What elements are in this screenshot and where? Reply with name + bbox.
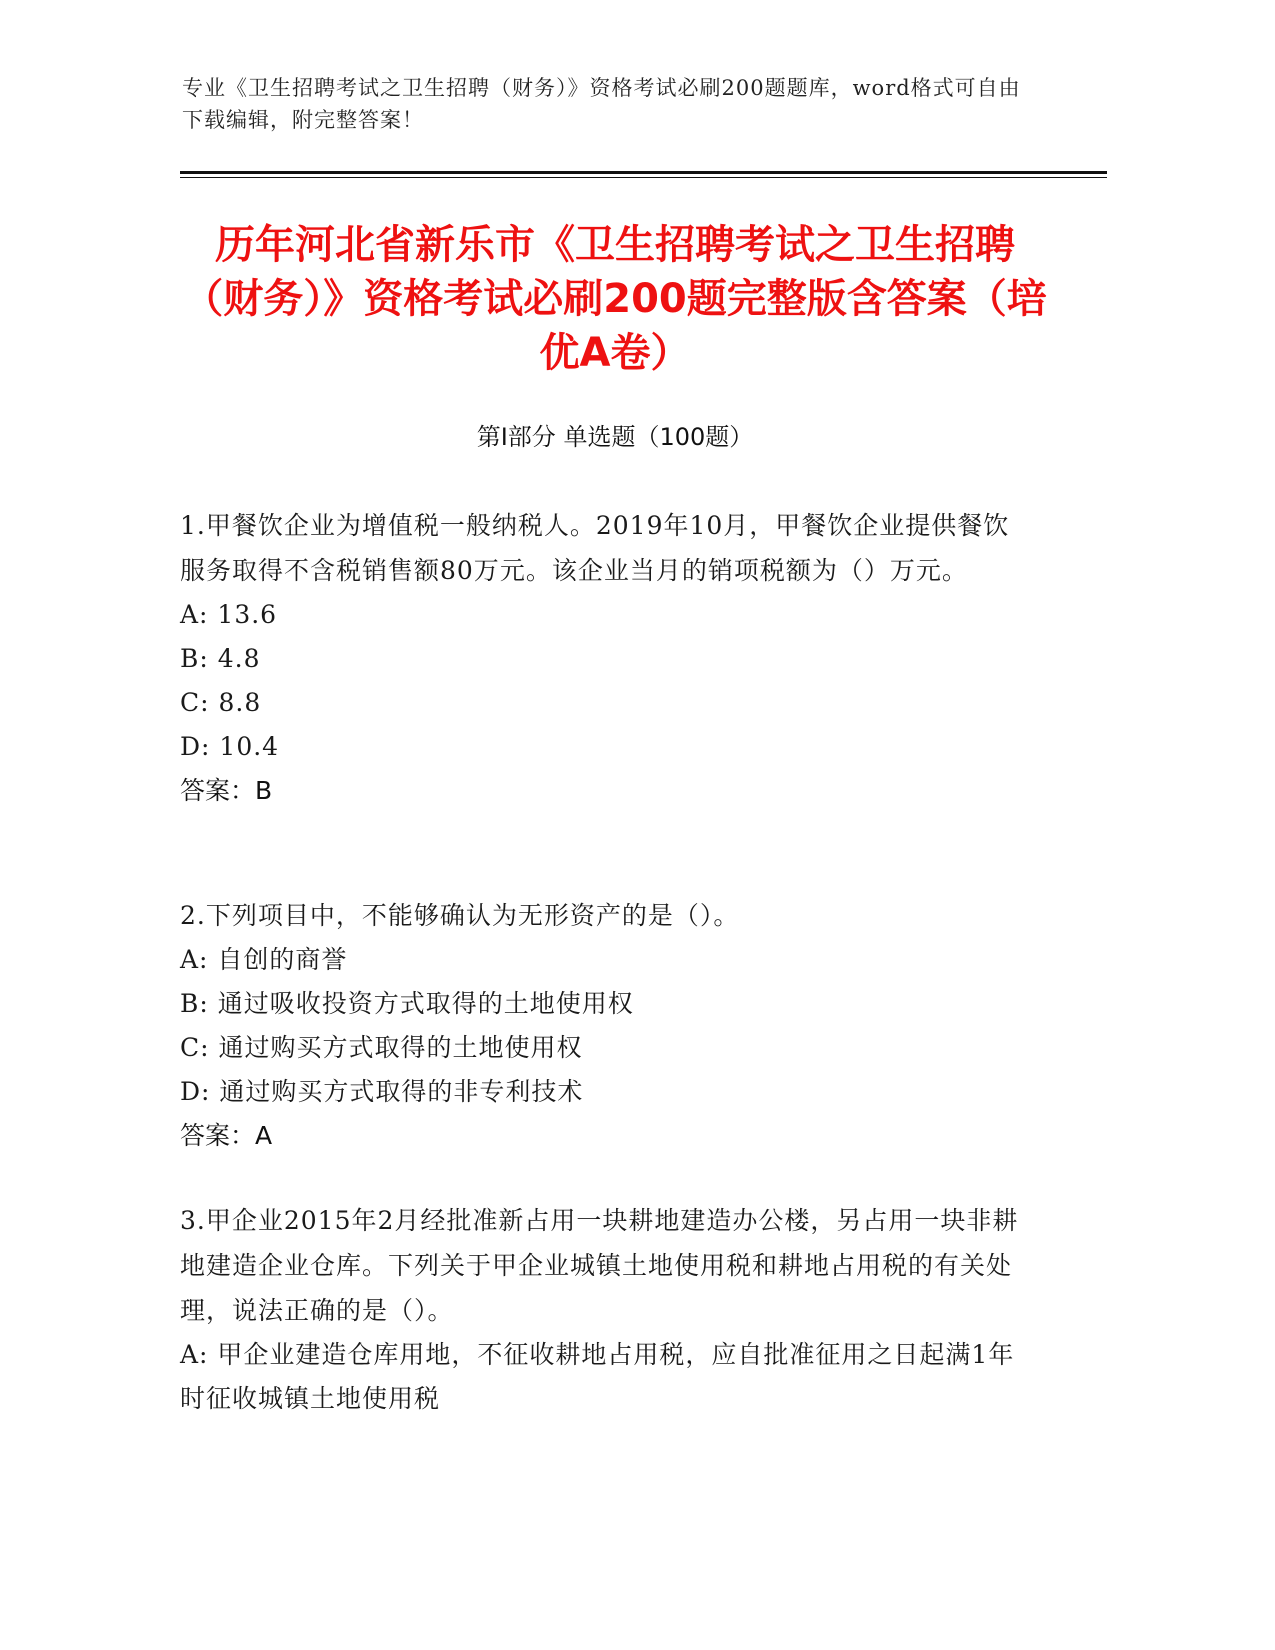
section-heading: 第I部分 单选题（100题） [476,423,754,451]
option-c: C: 通过购买方式取得的土地使用权 [180,1033,583,1062]
question-stem: 3.甲企业2015年2月经批准新占用一块耕地建造办公楼，另占用一块非耕地建造企业仓库。下列关于甲企业城镇土地使用税和耕地占用税的有关处理，说法正确的是（）。 [180,1206,1019,1325]
option-a: A: 自创的商誉 [180,945,348,974]
header-divider-thick [180,171,1107,174]
option-c: C: 8.8 [180,688,262,717]
option-a: A: 13.6 [180,600,278,629]
header-divider-thin [180,177,1107,178]
option-d: D: 通过购买方式取得的非专利技术 [180,1077,584,1106]
answer: 答案：B [180,776,273,805]
option-b: B: 4.8 [180,644,261,673]
answer: 答案：A [180,1121,273,1150]
header-note: 专业《卫生招聘考试之卫生招聘（财务）》资格考试必刷200题题库，word格式可自由下载编辑，附完整答案！ [182,76,1021,132]
option-d: D: 10.4 [180,732,280,761]
option-a: A: 甲企业建造仓库用地，不征收耕地占用税，应自批准征用之日起满1年时征收城镇土地使用税 [180,1340,1015,1413]
option-b: B: 通过吸收投资方式取得的土地使用权 [180,989,634,1018]
question-stem: 1.甲餐饮企业为增值税一般纳税人。2019年10月，甲餐饮企业提供餐饮服务取得不含税销售额80万元。该企业当月的销项税额为（）万元。 [180,511,1010,585]
question-1 [180,503,1030,813]
question-2 [180,893,1030,1158]
question-stem: 2.下列项目中，不能够确认为无形资产的是（）。 [180,901,740,930]
page-title: 历年河北省新乐市《卫生招聘考试之卫生招聘（财务）》资格考试必刷200题完整版含答案（培优A卷） [183,222,1047,376]
question-3 [180,1198,1030,1421]
